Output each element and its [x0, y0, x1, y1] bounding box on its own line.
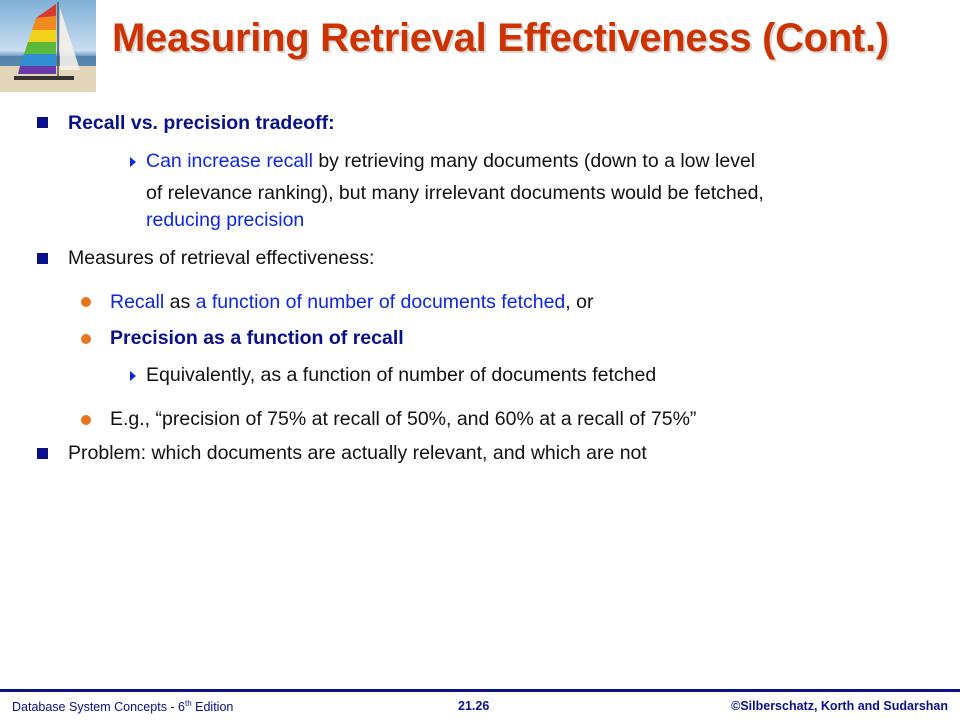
- bullet-problem: Problem: which documents are actually relevant, and which are not: [68, 442, 647, 464]
- footer-divider: [0, 689, 960, 692]
- arrow-bullet-icon: [130, 157, 136, 167]
- footer-copyright: ©Silberschatz, Korth and Sudarshan: [731, 699, 948, 713]
- bullet-measures: Measures of retrieval effectiveness:: [68, 247, 375, 269]
- footer-book-name: Database System Concepts - 6: [12, 700, 185, 715]
- footer-book-title: [12, 699, 233, 714]
- text-retrieving-many: by retrieving many documents (down to a low level: [312, 150, 756, 172]
- dot-bullet-icon: [81, 297, 91, 307]
- bullet-recall-vs-precision: Recall vs. precision tradeoff:: [68, 112, 335, 134]
- sub-bullet-recall-function: [110, 289, 593, 315]
- square-bullet-icon: [37, 448, 48, 459]
- highlight-can-increase-recall: Can increase recall: [146, 150, 313, 172]
- sub-bullet-recall-tradeoff-line1: [146, 148, 755, 174]
- slide-title: Measuring Retrieval Effectiveness (Cont.): [112, 16, 889, 60]
- text-or: , or: [565, 291, 594, 313]
- square-bullet-icon: [37, 117, 48, 128]
- sub-bullet-recall-tradeoff-line2: of relevance ranking), but many irrelevant documents would be fetched,: [146, 182, 764, 204]
- sub-bullet-recall-tradeoff-line3: reducing precision: [146, 209, 305, 231]
- dot-bullet-icon: [81, 334, 91, 344]
- footer-edition-sup: th: [185, 699, 192, 708]
- arrow-bullet-icon: [130, 371, 136, 381]
- sub-bullet-example: E.g., “precision of 75% at recall of 50%, and 60% at a recall of 75%”: [110, 408, 697, 430]
- highlight-function-of-documents: a function of number of documents fetched: [195, 291, 566, 313]
- dot-bullet-icon: [81, 415, 91, 425]
- footer-edition-label: Edition: [191, 700, 234, 715]
- footer-page-number: 21.26: [458, 699, 490, 713]
- text-as: as: [164, 291, 196, 313]
- sub-bullet-precision-function: Precision as a function of recall: [110, 327, 404, 349]
- sub-sub-bullet-equivalently: Equivalently, as a function of number of documents fetched: [146, 364, 657, 386]
- square-bullet-icon: [37, 253, 48, 264]
- highlight-recall: Recall: [110, 291, 165, 313]
